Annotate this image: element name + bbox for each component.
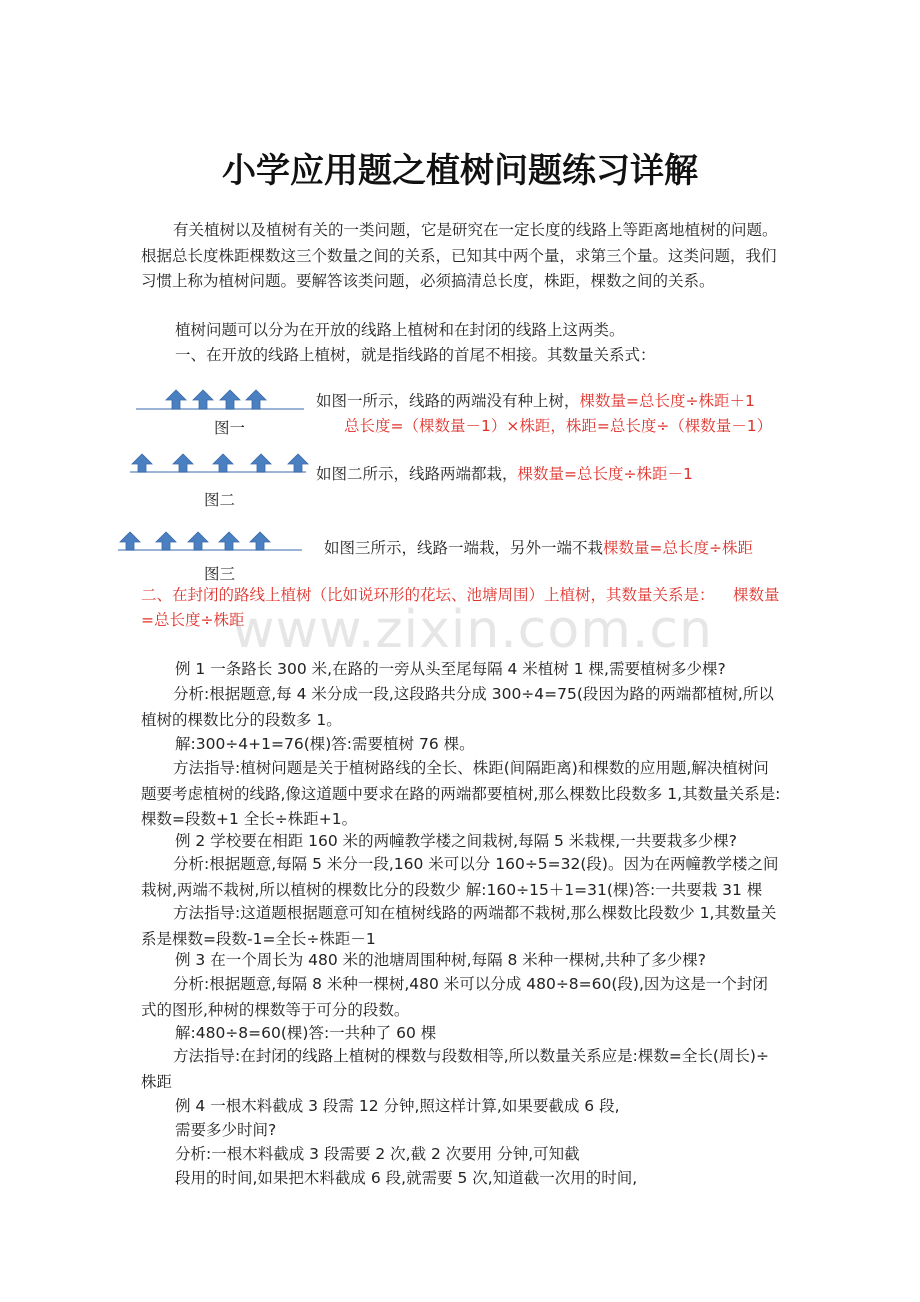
- figure-2-label: 图二: [204, 491, 236, 509]
- example-4-question-line-2: 需要多少时间?: [175, 1121, 277, 1139]
- tree-arrow-icon: [166, 390, 266, 409]
- section-2-formula-part-1: 棵数量: [733, 586, 780, 604]
- example-4-analysis-line-2: 段用的时间,如果把木料截成 6 段,就需要 5 次,知道截一次用的时间,: [175, 1169, 638, 1187]
- figure-3-diagram: [118, 529, 304, 555]
- figure-1-formula-2: 总长度=（棵数量－1）×株距，株距=总长度÷（棵数量－1）: [344, 417, 773, 435]
- example-2-analysis: 分析:根据题意,每隔 5 米分一段,160 米可以分 160÷5=32(段)。因为在两幢教学楼之间栽树,两端不栽树,所以植树的棵数比分的段数少 解:160÷15＋1=31(棵)答:一共要栽 31 棵: [141, 855, 779, 899]
- figure-1-description: 如图一所示，线路的两端没有种上树，棵数量=总长度÷株距＋1: [316, 392, 755, 410]
- figure-3-label: 图三: [204, 565, 236, 583]
- example-3-method: 方法指导:在封闭的线路上植树的棵数与段数相等,所以数量关系应是:棵数=全长(周长)÷株距: [141, 1047, 769, 1091]
- example-1-question: 例 1 一条路长 300 米,在路的一旁从头至尾每隔 4 米植树 1 棵,需要植树多少棵?: [175, 660, 726, 678]
- figure-3-formula: 棵数量=总长度÷株距: [603, 539, 753, 557]
- figure-1-label: 图一: [214, 419, 246, 437]
- watermark: www.zixin.com.cn: [232, 600, 713, 660]
- figure-2-diagram: [130, 451, 310, 477]
- figure-1-diagram: [136, 386, 306, 416]
- tree-arrow-icon: [132, 454, 308, 472]
- example-3-solution: 解:480÷8=60(棵)答:一共种了 60 棵: [175, 1024, 437, 1042]
- figure-2-description: 如图二所示，线路两端都栽，棵数量=总长度÷株距－1: [316, 465, 693, 483]
- intro-paragraph-3: 一、在开放的线路上植树，就是指线路的首尾不相接。其数量关系式：: [175, 346, 656, 364]
- page-title: 小学应用题之植树问题练习详解: [222, 151, 698, 191]
- example-1-analysis: 分析:根据题意,每 4 米分成一段,这段路共分成 300÷4=75(段因为路的两端都植树,所以植树的棵数比分的段数多 1。: [141, 685, 774, 729]
- example-3-question: 例 3 在一个周长为 480 米的池塘周围种树,每隔 8 米种一棵树,共种了多少棵?: [175, 951, 706, 969]
- example-4-question-line-1: 例 4 一根木料截成 3 段需 12 分钟,照这样计算,如果要截成 6 段,: [175, 1097, 620, 1115]
- figure-2-formula: 棵数量=总长度÷株距－1: [517, 465, 693, 483]
- example-3-analysis: 分析:根据题意,每隔 8 米种一棵树,480 米可以分成 480÷8=60(段),因为这是一个封闭式的图形,种树的棵数等于可分的段数。: [141, 975, 768, 1019]
- figure-3-description: 如图三所示，线路一端栽，另外一端不栽棵数量=总长度÷株距: [324, 539, 753, 557]
- tree-arrow-icon: [120, 532, 270, 550]
- section-2-heading: 二、在封闭的路线上植树（比如说环形的花坛、池塘周围）上植树，其数量关系是：: [141, 586, 715, 604]
- example-1-method: 方法指导:植树问题是关于植树路线的全长、株距(间隔距离)和棵数的应用题,解决植树问题要考虑植树的线路,像这道题中要求在路的两端都要植树,那么棵数比段数多 1,其数量关系是:棵数=段数+1 全长÷株距+1。: [141, 759, 781, 828]
- example-1-solution: 解:300÷4+1=76(棵)答:需要植树 76 棵。: [175, 735, 475, 753]
- intro-paragraph-2: 植树问题可以分为在开放的线路上植树和在封闭的线路上这两类。: [175, 321, 625, 339]
- intro-paragraph-1: 有关植树以及植树有关的一类问题，它是研究在一定长度的线路上等距离地植树的问题。根据总长度株距棵数这三个数量之间的关系，已知其中两个量，求第三个量。这类问题，我们习惯上称为植树问题。要解答该类问题，必须搞清总长度，株距，棵数之间的关系。: [141, 221, 778, 290]
- example-4-analysis-line-1: 分析:一根木料截成 3 段需要 2 次,截 2 次要用 分钟,可知截: [175, 1145, 580, 1163]
- example-2-method: 方法指导:这道题根据题意可知在植树线路的两端都不栽树,那么棵数比段数少 1,其数量关系是棵数=段数-1=全长÷株距－1: [141, 904, 777, 948]
- figure-1-formula: 棵数量=总长度÷株距＋1: [579, 392, 755, 410]
- example-2-question: 例 2 学校要在相距 160 米的两幢教学楼之间栽树,每隔 5 米栽棵,一共要栽多少棵?: [175, 832, 737, 850]
- section-2-formula-part-2: =总长度÷株距: [141, 611, 245, 629]
